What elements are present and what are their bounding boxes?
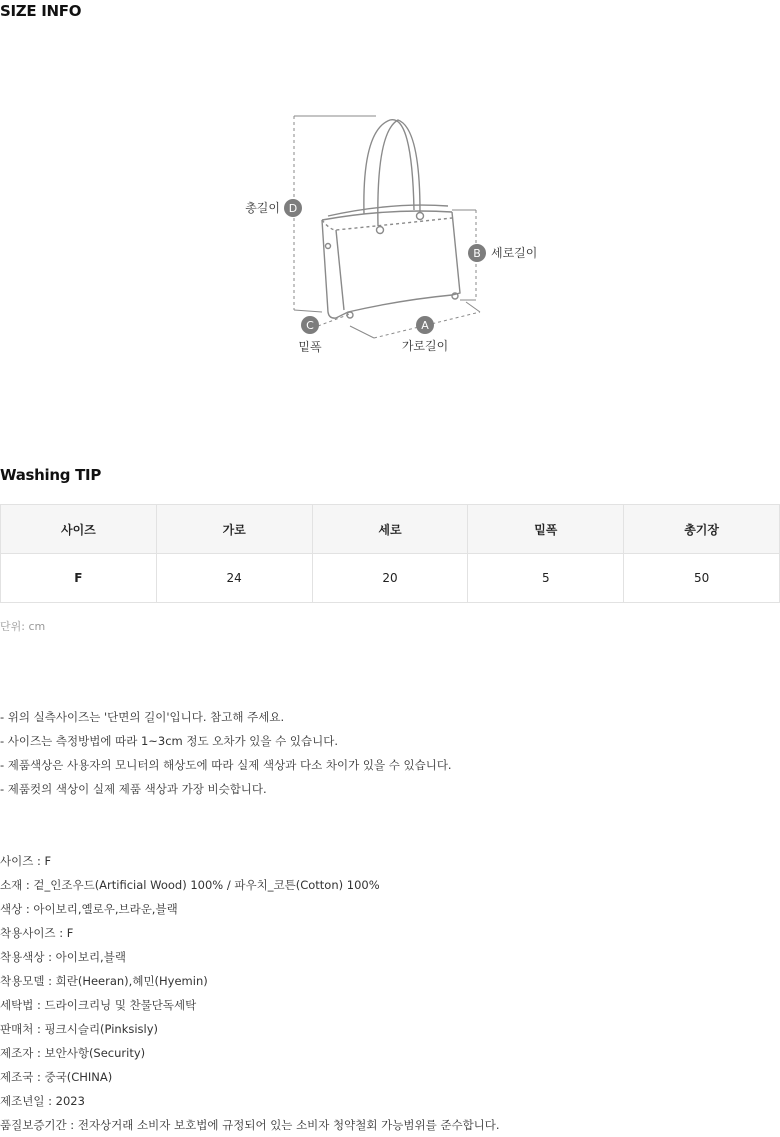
cell-height: 20 — [312, 554, 468, 603]
list-item: - 위의 실측사이즈는 '단면의 길이'입니다. 참고해 주세요. — [0, 710, 285, 724]
label-c — [298, 316, 322, 354]
size-notes — [0, 705, 452, 801]
header-size: 사이즈 — [1, 505, 157, 554]
bottom-width-line — [318, 314, 350, 326]
cell-width: 24 — [156, 554, 312, 603]
size-info-title: SIZE INFO — [0, 2, 82, 20]
list-item: 사이즈 : F — [0, 854, 52, 868]
list-item: 색상 : 아이보리,옐로우,브라운,블랙 — [0, 902, 178, 916]
svg-text:C: C — [306, 319, 314, 332]
list-item: 품질보증기간 : 전자상거래 소비자 보호법에 규정되어 있는 소비자 청약철회 가능범위를 준수합니다. — [0, 1118, 500, 1132]
product-info — [0, 849, 500, 1137]
svg-text:가로길이: 가로길이 — [401, 339, 449, 353]
list-item: 세탁법 : 드라이크리닝 및 찬물단독세탁 — [0, 998, 197, 1012]
header-width: 가로 — [156, 505, 312, 554]
svg-text:D: D — [288, 202, 298, 215]
svg-text:B: B — [473, 247, 481, 260]
svg-text:A: A — [421, 319, 429, 332]
svg-text:세로길이: 세로길이 — [491, 246, 538, 260]
tote-bag-illustration — [322, 120, 460, 318]
svg-text:총길이: 총길이 — [245, 201, 280, 215]
header-total-length: 총기장 — [624, 505, 780, 554]
list-item: 제조년일 : 2023 — [0, 1094, 85, 1108]
list-item: - 제품컷의 색상이 실제 제품 색상과 가장 비슷합니다. — [0, 782, 267, 796]
list-item: 소재 : 겉_인조우드(Artificial Wood) 100% / 파우치_코튼(Cotton) 100% — [0, 878, 380, 892]
list-item: 착용사이즈 : F — [0, 926, 74, 940]
size-table-header-row — [1, 505, 780, 554]
list-item: 착용색상 : 아이보리,블랙 — [0, 950, 126, 964]
svg-text:밑폭: 밑폭 — [298, 340, 322, 354]
cell-bottom-width: 5 — [468, 554, 624, 603]
cell-size: F — [1, 554, 157, 603]
bag-size-diagram — [0, 90, 780, 370]
list-item: - 사이즈는 측정방법에 따라 1~3cm 정도 오차가 있을 수 있습니다. — [0, 734, 339, 748]
label-a — [402, 316, 448, 353]
list-item: 착용모델 : 희란(Heeran),혜민(Hyemin) — [0, 974, 208, 988]
cell-total-length: 50 — [624, 554, 780, 603]
list-item: 판매처 : 핑크시슬리(Pinksisly) — [0, 1022, 159, 1036]
list-item: 제조국 : 중국(CHINA) — [0, 1070, 113, 1084]
size-table — [0, 504, 780, 603]
list-item: - 제품색상은 사용자의 모니터의 해상도에 따라 실제 색상과 다소 차이가 있을 수 있습니다. — [0, 758, 452, 772]
list-item: 제조자 : 보안사항(Security) — [0, 1046, 146, 1060]
washing-tip-title: Washing TIP — [0, 466, 102, 484]
header-bottom-width: 밑폭 — [468, 505, 624, 554]
header-height: 세로 — [312, 505, 468, 554]
unit-label: 단위: cm — [0, 620, 46, 633]
table-row — [1, 554, 780, 603]
label-b — [468, 244, 537, 262]
label-d — [245, 199, 302, 217]
